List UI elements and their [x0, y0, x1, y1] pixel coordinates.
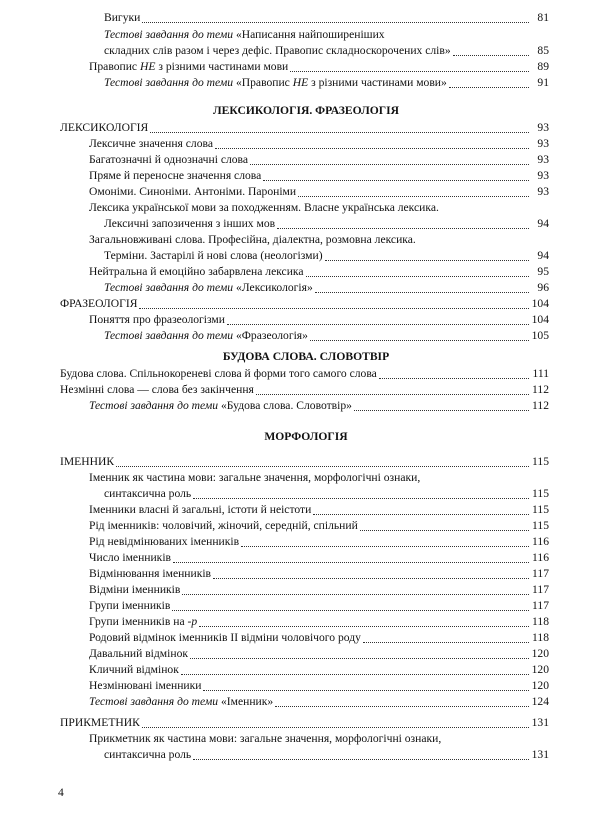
toc-entry-test[interactable]: [104, 281, 549, 295]
toc-page-number: 124: [531, 695, 549, 708]
toc-entry-label: ФРАЗЕОЛОГІЯ: [60, 297, 138, 310]
toc-page-number: 93: [537, 153, 549, 166]
test-quote: «Будова слова. Словотвір»: [220, 399, 352, 412]
toc-entry-label: Число іменників: [89, 551, 172, 564]
section-heading: БУДОВА СЛОВА. СЛОВОТВІР: [222, 350, 390, 363]
toc-entry[interactable]: [89, 599, 549, 613]
leader-dots: [310, 330, 529, 341]
toc-entry-label: ПРИКМЕТНИК: [60, 716, 140, 729]
test-quote: «Іменник»: [220, 695, 274, 708]
toc-page-number: 95: [537, 265, 549, 278]
toc-page-number: 105: [531, 329, 549, 342]
toc-page-number: 117: [532, 567, 549, 580]
toc-entry-test-line1[interactable]: [104, 28, 385, 42]
toc-entry-label: складних слів разом і через дефіс. Правопис складноскорочених слів»: [104, 44, 451, 57]
toc-page-number: 94: [537, 217, 549, 230]
toc-entry[interactable]: [60, 383, 549, 397]
leader-dots: [290, 61, 529, 72]
toc-page-number: 94: [537, 249, 549, 262]
toc-entry-label: Поняття про фразеологізми: [89, 313, 225, 326]
leader-dots: [277, 218, 529, 229]
toc-page-number: 115: [532, 519, 549, 532]
leader-dots: [250, 154, 529, 165]
leader-dots: [150, 122, 529, 133]
toc-entry-label: Пряме й переносне значення слова: [89, 169, 262, 182]
toc-page-number: 120: [531, 679, 549, 692]
toc-page-number: 93: [537, 185, 549, 198]
toc-entry-test[interactable]: [104, 329, 549, 343]
toc-page-number: 120: [531, 663, 549, 676]
toc-entry[interactable]: [60, 455, 549, 469]
toc-entry-label: Рід іменників: чоловічий, жіночий, середній, спільний: [89, 519, 358, 532]
toc-entry-label: Прикметник як частина мови: загальне значення, морфологічні ознаки,: [89, 732, 442, 745]
toc-page-number: 104: [531, 313, 549, 326]
leader-dots: [363, 632, 529, 643]
leader-dots: [139, 298, 529, 309]
toc-page-number: 104: [531, 297, 549, 310]
toc-entry[interactable]: [89, 153, 549, 167]
toc-page-number: 118: [532, 631, 549, 644]
toc-page-number: 93: [537, 121, 549, 134]
toc-entry[interactable]: [104, 249, 549, 263]
test-lead: Тестові завдання до теми: [104, 28, 234, 41]
leader-dots: [360, 520, 529, 531]
toc-entry[interactable]: [89, 233, 416, 247]
toc-entry-label: Давальний відмінок: [89, 647, 188, 660]
toc-entry[interactable]: [89, 265, 549, 279]
leader-dots: [325, 250, 529, 261]
test-lead: Тестові завдання до теми: [89, 695, 219, 708]
toc-page-number: 85: [537, 44, 549, 57]
leader-dots: [263, 170, 529, 181]
toc-entry-label: [89, 399, 352, 413]
toc-entry-label: Кличний відмінок: [89, 663, 179, 676]
toc-entry[interactable]: [89, 169, 549, 183]
toc-entry-label: синтаксична роль: [104, 748, 192, 761]
leader-dots: [190, 648, 529, 659]
toc-page-number: 117: [532, 599, 549, 612]
toc-entry-label: ІМЕННИК: [60, 455, 115, 468]
toc-entry[interactable]: [60, 716, 549, 730]
leader-dots: [142, 717, 529, 728]
toc-page-number: 116: [532, 551, 549, 564]
leader-dots: [172, 600, 529, 611]
leader-dots: [241, 536, 529, 547]
toc-page-number: 115: [532, 503, 549, 516]
toc-entry-label: Відміни іменників: [89, 583, 181, 596]
leader-dots: [142, 12, 529, 23]
leader-dots: [298, 186, 529, 197]
toc-entry-label: Рід невідмінюваних іменників: [89, 535, 240, 548]
section-heading: МОРФОЛОГІЯ: [264, 430, 348, 443]
toc-entry-label: Омоніми. Синоніми. Антоніми. Пароніми: [89, 185, 297, 198]
leader-dots: [256, 384, 529, 395]
toc-entry[interactable]: [89, 663, 549, 677]
leader-dots: [227, 314, 529, 325]
toc-entry[interactable]: [89, 615, 549, 629]
toc-entry-label: синтаксична роль: [104, 487, 192, 500]
toc-page-number: 93: [537, 169, 549, 182]
leader-dots: [213, 568, 529, 579]
toc-page-number: 116: [532, 535, 549, 548]
toc-entry[interactable]: [89, 567, 549, 581]
toc-entry-test[interactable]: [89, 399, 549, 413]
test-lead: Тестові завдання до теми: [104, 281, 234, 294]
toc-entry-test[interactable]: [89, 695, 549, 709]
leader-dots: [199, 616, 529, 627]
leader-dots: [116, 456, 529, 467]
toc-page-number: 117: [532, 583, 549, 596]
leader-dots: [449, 77, 529, 88]
toc-entry-label: Іменники власні й загальні, істоти й неістоти: [89, 503, 312, 516]
toc-page-number: 131: [531, 716, 549, 729]
toc-entry-label: Нейтральна й емоційно забарвлена лексика: [89, 265, 304, 278]
test-quote: «Лексикологія»: [235, 281, 313, 294]
toc-entry[interactable]: [89, 313, 549, 327]
toc-entry-label: ЛЕКСИКОЛОГІЯ: [60, 121, 149, 134]
leader-dots: [182, 584, 529, 595]
toc-entry-label: Вигуки: [104, 11, 141, 24]
leader-dots: [453, 45, 529, 56]
toc-entry-label: Незмінні слова — слова без закінчення: [60, 383, 254, 396]
toc-entry-label: Групи іменників: [89, 599, 171, 612]
leader-dots: [379, 368, 529, 379]
toc-entry[interactable]: [89, 583, 549, 597]
toc-entry[interactable]: [89, 631, 549, 645]
section-heading: ЛЕКСИКОЛОГІЯ. ФРАЗЕОЛОГІЯ: [212, 104, 399, 117]
toc-entry-label: Правопис НЕ з різними частинами мови: [89, 60, 289, 73]
toc-entry-label: Будова слова. Спільнокореневі слова й форми того самого слова: [60, 367, 377, 380]
toc-entry-label: Багатозначні й однозначні слова: [89, 153, 249, 166]
toc-page-number: 115: [532, 487, 549, 500]
toc-entry-label: Родовий відмінок іменників ІІ відміни чоловічого роду: [89, 631, 361, 644]
toc-entry-label: Групи іменників на -р: [89, 615, 198, 628]
toc-entry[interactable]: [104, 748, 549, 762]
toc-entry-label: Лексика української мови за походженням. Власне українська лексика.: [89, 201, 439, 214]
toc-entry[interactable]: [60, 297, 549, 311]
toc-entry[interactable]: [89, 647, 549, 661]
toc-entry[interactable]: [104, 44, 549, 58]
test-quote: «Фразеологія»: [235, 329, 308, 342]
toc-entry-label: Терміни. Застарілі й нові слова (неологізми): [104, 249, 323, 262]
toc-entry[interactable]: [89, 535, 549, 549]
toc-page-number: 111: [532, 367, 549, 380]
toc-entry-label: Лексичне значення слова: [89, 137, 213, 150]
toc-entry[interactable]: [104, 11, 549, 25]
leader-dots: [193, 749, 529, 760]
toc-entry[interactable]: [89, 679, 549, 693]
leader-dots: [215, 138, 529, 149]
toc-entry-label: Тестові завдання до теми «Правопис НЕ з різними частинами мови»: [104, 76, 447, 89]
toc-entry[interactable]: [89, 60, 549, 74]
test-lead: Тестові завдання до теми: [89, 399, 219, 412]
toc-page-number: 112: [532, 383, 549, 396]
toc-entry[interactable]: [89, 471, 420, 485]
toc-page-number: 81: [537, 11, 549, 24]
toc-entry[interactable]: [89, 201, 439, 215]
leader-dots: [313, 504, 529, 515]
test-lead: Тестові завдання до теми: [104, 329, 234, 342]
toc-page-number: 118: [532, 615, 549, 628]
toc-entry[interactable]: [89, 503, 549, 517]
toc-page-number: 91: [537, 76, 549, 89]
toc-entry[interactable]: [104, 217, 549, 231]
toc-entry-label: [104, 281, 313, 295]
toc-entry-label: Іменник як частина мови: загальне значення, морфологічні ознаки,: [89, 471, 421, 484]
toc-page-number: 112: [532, 399, 549, 412]
leader-dots: [203, 680, 529, 691]
toc-page-number: 96: [537, 281, 549, 294]
toc-entry[interactable]: [104, 487, 549, 501]
toc-entry[interactable]: [89, 137, 549, 151]
toc-entry[interactable]: [89, 551, 549, 565]
leader-dots: [354, 400, 529, 411]
toc-entry-test[interactable]: [104, 76, 549, 90]
toc-entry-label: Лексичні запозичення з інших мов: [104, 217, 276, 230]
toc-page-number: 120: [531, 647, 549, 660]
leader-dots: [306, 266, 529, 277]
toc-entry-label: Відмінювання іменників: [89, 567, 212, 580]
toc-page-number: 93: [537, 137, 549, 150]
toc-entry-label: [89, 695, 273, 709]
leader-dots: [173, 552, 529, 563]
leader-dots: [193, 488, 529, 499]
toc-entry[interactable]: [89, 185, 549, 199]
toc-page-number: 131: [531, 748, 549, 761]
test-quote: «Написання найпоширеніших: [235, 28, 385, 41]
leader-dots: [315, 282, 529, 293]
toc-entry-label: [104, 329, 308, 343]
toc-entry[interactable]: [60, 121, 549, 135]
toc-entry-label: Незмінювані іменники: [89, 679, 202, 692]
toc-page-number: 89: [537, 60, 549, 73]
page-number: 4: [58, 786, 64, 799]
leader-dots: [275, 696, 529, 707]
toc-entry[interactable]: [89, 519, 549, 533]
toc-entry[interactable]: [89, 732, 441, 746]
toc-entry[interactable]: [60, 367, 549, 381]
toc-entry-label: Загальновживані слова. Професійна, діалектна, розмовна лексика.: [89, 233, 416, 246]
toc-page-number: 115: [532, 455, 549, 468]
leader-dots: [181, 664, 529, 675]
